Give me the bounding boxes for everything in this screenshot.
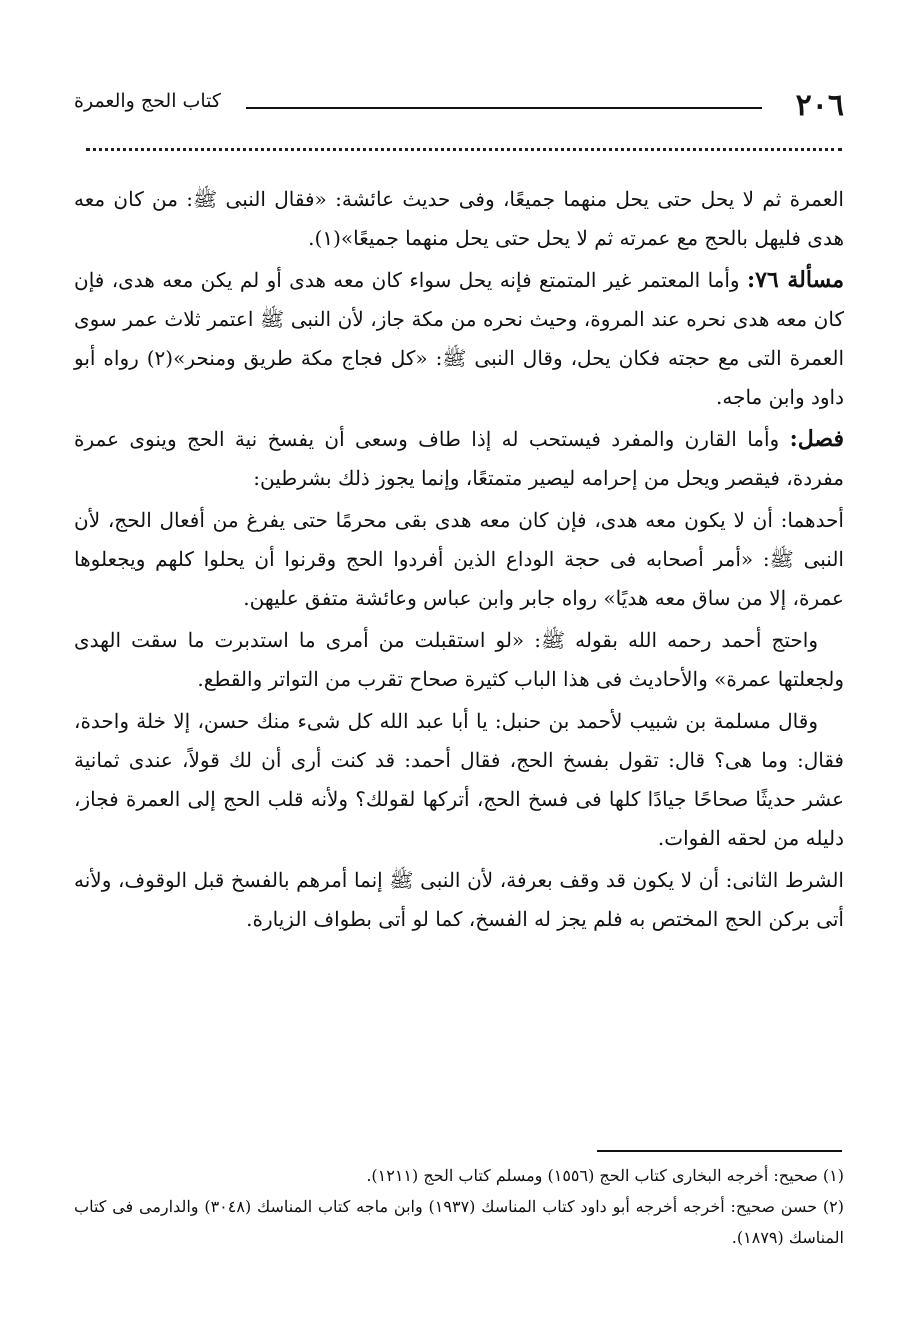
footnote-1: (١) صحيح: أخرجه البخارى كتاب الحج (١٥٥٦) ومسلم كتاب الحج (١٢١١). (366, 1166, 844, 1185)
paragraph-second-condition (74, 861, 844, 939)
paragraph-continuation (74, 180, 844, 258)
paragraph-text: وأما القارن والمفرد فيستحب له إذا طاف وسعى أن يفسخ نية الحج وينوى عمرة مفردة، فيقصر ويحل من إحرامه ليصير متمتعًا، وإنما يجوز ذلك بشرطين: (74, 427, 844, 490)
paragraph-masala-76 (74, 261, 844, 417)
paragraph-maslama-report (74, 702, 844, 858)
paragraph-first-condition (74, 501, 844, 618)
footnote-2: (٢) حسن صحيح: أخرجه أخرجه أبو داود كتاب المناسك (١٩٣٧) وابن ماجه كتاب المناسك (٣٠٤٨) والدارمى فى كتاب المناسك (١٨٧٩). (74, 1197, 845, 1247)
paragraph-text: واحتج أحمد رحمه الله بقوله ﷺ: «لو استقبلت من أمرى ما استدبرت ما سقت الهدى ولجعلتها عمرة» والأحاديث فى هذا الباب كثيرة صحاح تقرب من التواتر والقطع. (74, 628, 844, 691)
footnotes (74, 1160, 844, 1253)
header-rule (246, 107, 762, 109)
main-text (74, 180, 844, 942)
paragraph-text: وقال مسلمة بن شبيب لأحمد بن حنبل: يا أبا عبد الله كل شىء منك حسن، إلا خلة واحدة، فقال: وما هى؟ قال: تقول بفسخ الحج، فقال أحمد: قد كنت أرى أن لك قولاً، عندى ثمانية عشر حديثًا صحاحًا جيادًا كلها فى فسخ الحج، أتركها لقولك؟ ولأنه قلب الحج إلى العمرة فجاز، دليله من لحقه الفوات. (74, 709, 844, 850)
paragraph-text: وأما المعتمر غير المتمتع فإنه يحل سواء كان معه هدى أو لم يكن معه هدى، فإن كان معه هدى نحره عند المروة، وحيث نحره من مكة جاز، لأن النبى ﷺ اعتمر ثلاث عمر سوى العمرة التى مع حجته فكان يحل، وقال النبى ﷺ: «كل فجاج مكة طريق ومنحر»(٢) رواه أبو داود وابن ماجه. (74, 268, 845, 409)
masala-label: مسألة ٧٦: (746, 267, 844, 293)
footnote-rule (597, 1150, 842, 1152)
paragraph-text: أحدهما: أن لا يكون معه هدى، فإن كان معه هدى بقى محرمًا حتى يفرغ من أفعال الحج، لأن النبى ﷺ: «أمر أصحابه فى حجة الوداع الذين أفردوا الحج وقرنوا أن يحلوا كلهم ويجعلوها عمرة، إلا من ساق معه هديًا» رواه جابر وابن عباس وعائشة متفق عليهن. (74, 508, 844, 610)
paragraph-text: العمرة ثم لا يحل حتى يحل منهما جميعًا، وفى حديث عائشة: «فقال النبى ﷺ: من كان معه هدى فليهل بالحج مع عمرته ثم لا يحل حتى يحل منهما جميعًا»(١). (74, 187, 844, 250)
dotted-divider (86, 148, 842, 151)
paragraph-text: الشرط الثانى: أن لا يكون قد وقف بعرفة، لأن النبى ﷺ إنما أمرهم بالفسخ قبل الوقوف، ولأنه أتى بركن الحج المختص به فلم يجز له الفسخ، كما لو أتى بطواف الزيارة. (74, 868, 844, 931)
paragraph-ahmad-argument (74, 621, 844, 699)
page-number: ٢٠٦ (795, 88, 844, 123)
fasl-label: فصل: (789, 426, 845, 452)
running-title: كتاب الحج والعمرة (74, 90, 221, 112)
paragraph-fasl (74, 420, 844, 498)
page-header (74, 80, 844, 130)
